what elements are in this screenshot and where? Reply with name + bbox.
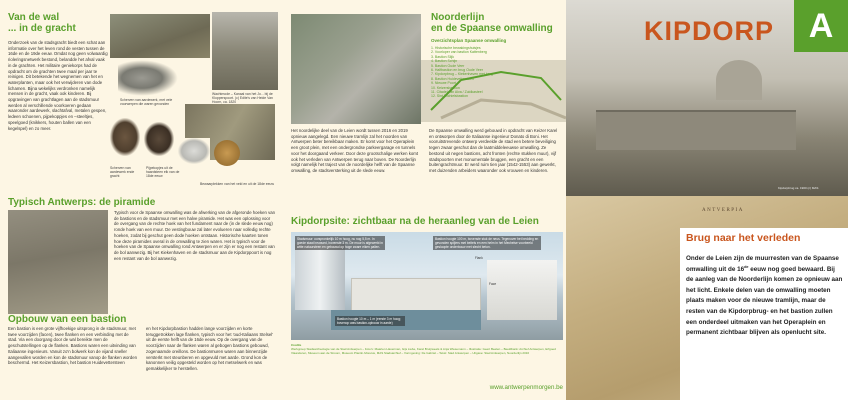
legend-item: 12. Sint-Michielsbastion bbox=[431, 94, 468, 99]
coin-photo bbox=[214, 140, 240, 166]
pyramid-title: Typisch Antwerps: de piramide bbox=[8, 197, 156, 208]
pipe-caption: Pijpekopjes uit de haardsteen elk van de 18de eeuw bbox=[146, 166, 180, 179]
intro-text: Onderzoek van de stadsgracht biedt een schat aan informatie over het leven rond de vesten tussen de 16de en de 19de eeuw. Omdat nog geen volwaardig rioleringsnetwerk bestond, belandde het afval vaak in de grachten. Het militaire geniekorps had de opdracht om de grachten twee maal per jaar te reinigen. Dit betekende het wegnemen van het en waterplanten, maar ook het verwijderen van dode lichamen. Bijna wekelijks verdronken namelijk mensen in de gracht, vaak ook kinderen. Bij opgravingen van grachtlagen aan de stadsmuur werden al verschillende voorkoeren gedaan waaronder aardewerk, slachtafval, metalen gespen, ledeen schoenen, pijpekoppjes en –steeltjes, speelgoed (knikkers, houten ballen van een kegelspel) en zo meer. bbox=[8, 40, 108, 131]
noorderlijn-text: Het noordelijke deel van de Leien wordt tussen 2016 en 2019 opnieuw aangelegd. Een nieuwe tramlijn zal het noorden van Antwerpen beter bereikbaar maken. Er komt voor het Operaplein een groot plein, met een ondergrondse parkeergarage en tunnels voor het doorgaand verkeer. Door deze grootschalige werken komt ook het verleden van Antwerpen terug naar boven. De Noorderlijn volgt namelijk het traject van de noordelijke helft van de Spaanse omwalling, de stadsversterking uit de slede eeuw. bbox=[291, 128, 419, 173]
castle-bridge bbox=[596, 110, 796, 150]
kipdorpsite-title: Kipdorpsite: zichtbaar na de heraanleg van de Leien bbox=[291, 216, 539, 227]
legend-item: 5. Bastion Oude Veer bbox=[431, 63, 465, 68]
render-label-face: Face bbox=[489, 282, 497, 286]
pottery-photo bbox=[118, 60, 178, 96]
render-caption-bastion: Bastion hoogte 100 m, bovenste stuk de neus. Tegenover het bedding en gevonden spijlers met beitels en een helm in het Mechelse voorbeeld gesloopte onderbouw met slecht beton. bbox=[433, 236, 541, 250]
legend-item: 2. Voorloper van bastion Kattenberg bbox=[431, 50, 487, 55]
info-box-text-sup: de bbox=[744, 264, 749, 269]
legend-item: 10. Keizersbastion bbox=[431, 85, 460, 90]
legend-item: 6. Halfbastion en brug Oude Veer bbox=[431, 68, 483, 73]
panel-left bbox=[0, 0, 283, 400]
kipdorp-title: KIPDORP bbox=[644, 16, 775, 46]
castle-dome bbox=[716, 60, 762, 100]
antwerpen-logo-icon: A bbox=[794, 0, 848, 52]
pottery-caption: Scherven van aardewerk, met vele voorwerpen die waren gevonden bbox=[120, 98, 173, 107]
jug-caption: Scherven van aardewerk ende gracht bbox=[110, 166, 135, 179]
panel-middle bbox=[283, 0, 566, 400]
legend-title: Overzichtsplan Spaanse omwalling bbox=[431, 38, 507, 43]
pyramid-text: Typisch voor de Spaanse omwalling was de afwerking van de afgeronde hoeken van de bastions en de stadsmuur met een halve piramide. Het was een oplossing voor de overgang van de rechte hoek van het fundament naar de (in de slede eeuw nog) ronde hoek van een muur. De vestingbouw zal later evolueren naar volledig rechte hoeken, zodat bij geschut geen dode hoeken ontstaan. Historische kaarten tonen hoe deze piramides overal in de omwalling te zien waren. Het is typisch voor de hoeken van de Spaanse omwalling rond Antwerpen en er zijn er nog een restant van de bol aanwezig. Bij het Kiekenhaven en de stadsmuur aan de Kipdorppoort is nog een restant van de bol aanwezig. bbox=[114, 210, 275, 261]
ditch-caption: Wachtmode – Kanaal van het Jo... bij de Klopperspoort. (c) Edite's van Heide Van Hoorn, ca. 1820 bbox=[212, 92, 273, 105]
noorderlijn-title bbox=[431, 12, 553, 34]
wall-title bbox=[8, 12, 76, 34]
render-label-flank: Flank bbox=[475, 256, 483, 260]
legend-item: 3. Bastion Slijk bbox=[431, 54, 454, 59]
wall-title-line2: ... in de gracht bbox=[8, 23, 76, 34]
credits-text: Werkgroep Stadsarcheologie van de Stad Antwerpen – Foto's: Maarten Haverman, Gijs Liebe, Karel Bruijnseels & Anja Wiesemann – Illustratie: Geert Beelen – Beeldbank: Archief Antwerpen, Erfgoed Vlaanderen, Museum aan de Stroom, Museum Plantin-Moretus, MAS Stadsarchief – Vormgeving: De Gabriel – Tekst: Stad Antwerpen – Uitgave: Stad Antwerpen, Noorderlijn 2016 bbox=[291, 346, 556, 355]
render-building bbox=[295, 244, 345, 310]
map-legend bbox=[431, 46, 493, 99]
info-box-text-suffix: eeuw nog goed bewaard. Bij de aanleg van de Noorderlijn komen ze opnieuw aan het licht. Enkele delen van de omwalling moeten plaats maken voor de nieuwe tramlijn, maar de resten van de Kipdorpbrug- en het bastion zullen een onderdeel uitmaken van het Operaplein en permanent zichtbaar blijven als openlucht site. bbox=[686, 265, 843, 337]
aerial-photo bbox=[291, 14, 421, 124]
historic-map-label: ANTVERPIA bbox=[702, 208, 744, 213]
legend-item: 1. Historische bewakingshuisjes bbox=[431, 46, 481, 50]
ditch-photo bbox=[110, 14, 210, 58]
excavation-photo bbox=[212, 12, 278, 90]
noorderlijn-title-line1: Noorderlijn bbox=[431, 12, 485, 23]
website-link[interactable]: www.antwerpenmorgen.be bbox=[489, 384, 563, 391]
legend-item: 7. Kipdorpbrug – Kiekenhaven met brug bbox=[431, 72, 493, 77]
credits bbox=[291, 344, 563, 355]
bastion-title: Opbouw van een bastion bbox=[8, 314, 127, 325]
coin-caption: Bewaarplekken van het veld en uit de 18de eeuw bbox=[200, 182, 274, 186]
bastion-text-col2: en het Kipdorpbastion hadden lange voorzijden en korte teruggetrokken lage flanken, typisch voor het 'oud-Italiaans Stelsel' uit de eerste helft van de 16de eeuw. Op de overgang van de voorzijden naar de flanken waren al gebogen bastions gebouwd, zogenaamde oreillons. De bastionmuren waren aan binnenzijde versterkt met steunberen en opgevuld met aarde. Grond kon de kanonnen veilig opgesteld worden op het metselwerk en was gemakkelijker te herstellen. bbox=[146, 326, 274, 371]
render-caption-height: Bastion hoogte 10 m – 1 m (eerste 3 m hoog; bovenop was bastion-opbouw in aarde) bbox=[335, 316, 405, 326]
render-caption-wall: Stadsmuur: oorspronkelijk 10 m hoog, nu nog 5,5 m. In goede staat bewaard, bovenste 3 m. De muur is afgewerkt in witte natuursteen en gebouwd op hoge zware eiken pallen. bbox=[295, 236, 385, 250]
legend-item: 4. Bastion Schijn bbox=[431, 59, 458, 64]
info-box-title: Brug naar het verleden bbox=[686, 232, 801, 244]
spaanse-omwalling-text: De Spaanse omwalling werd gebouwd in opdracht van Keizer Karel en ontworpen door de Italiaanse ingenieur Donato di Boni. Het vooruitstrevende ontwerp verdeelde de stad een betere beveiliging tegen zwaar geschut dan de laatmiddeleeuwse omwalling. Ze bestond uit negen bastions, acht fronten (rechte stukken muur), vijf stadspoorten met monumentale bruggen, een gracht en een buitengrachtmuur. Er werd ruim tien jaar (1542-1553) aan gewerkt, met duizenden arbeiders waaronder ook vrouwen en kinderen. bbox=[429, 128, 558, 173]
jug-photo bbox=[110, 118, 140, 156]
wall-title-line1: Van de wal bbox=[8, 12, 60, 23]
info-box-text bbox=[686, 254, 844, 339]
pipe-photo bbox=[178, 138, 210, 164]
legend-item: 9. Nieuwe Poort bbox=[431, 81, 456, 86]
render-wall bbox=[351, 278, 481, 312]
legend-item: 8. Bastion Huidevettersteen bbox=[431, 76, 474, 81]
noorderlijn-title-line2: en de Spaanse omwalling bbox=[431, 23, 553, 34]
shoe-photo bbox=[144, 122, 174, 156]
pyramid-photo bbox=[8, 210, 108, 314]
castle-caption: Kipdorpbrug ca. 1900 (c) MAS bbox=[778, 186, 819, 190]
credits-label: Credits bbox=[291, 343, 302, 347]
render-block bbox=[487, 260, 557, 320]
legend-item: 11. Citadel van Alva / Zuidkasteel bbox=[431, 90, 483, 95]
panel-right bbox=[566, 0, 848, 400]
bastion-text-col1: Een bastion is een grote vijfhoekige uitsprong in de stadsmuur, met twee voorzijden (facen), twee flanken en een verbinding met de stad. Via een doorgang door de wal bereikte men de geschutstellingen op de flanken. Bastions waren een uitvinding van Italiaanse ingenieurs. Vanuit zo'n bolwerk kon de vijand sneller aangevallen worden en kon de stadsmuur vanop de flanken worden beschermd. Het Keizersbastion, het bastion Huidevettersteen bbox=[8, 326, 137, 366]
info-box-text-prefix: Onder de Leien zijn de muurresten van de Spaanse omwalling uit de 16 bbox=[686, 255, 839, 273]
